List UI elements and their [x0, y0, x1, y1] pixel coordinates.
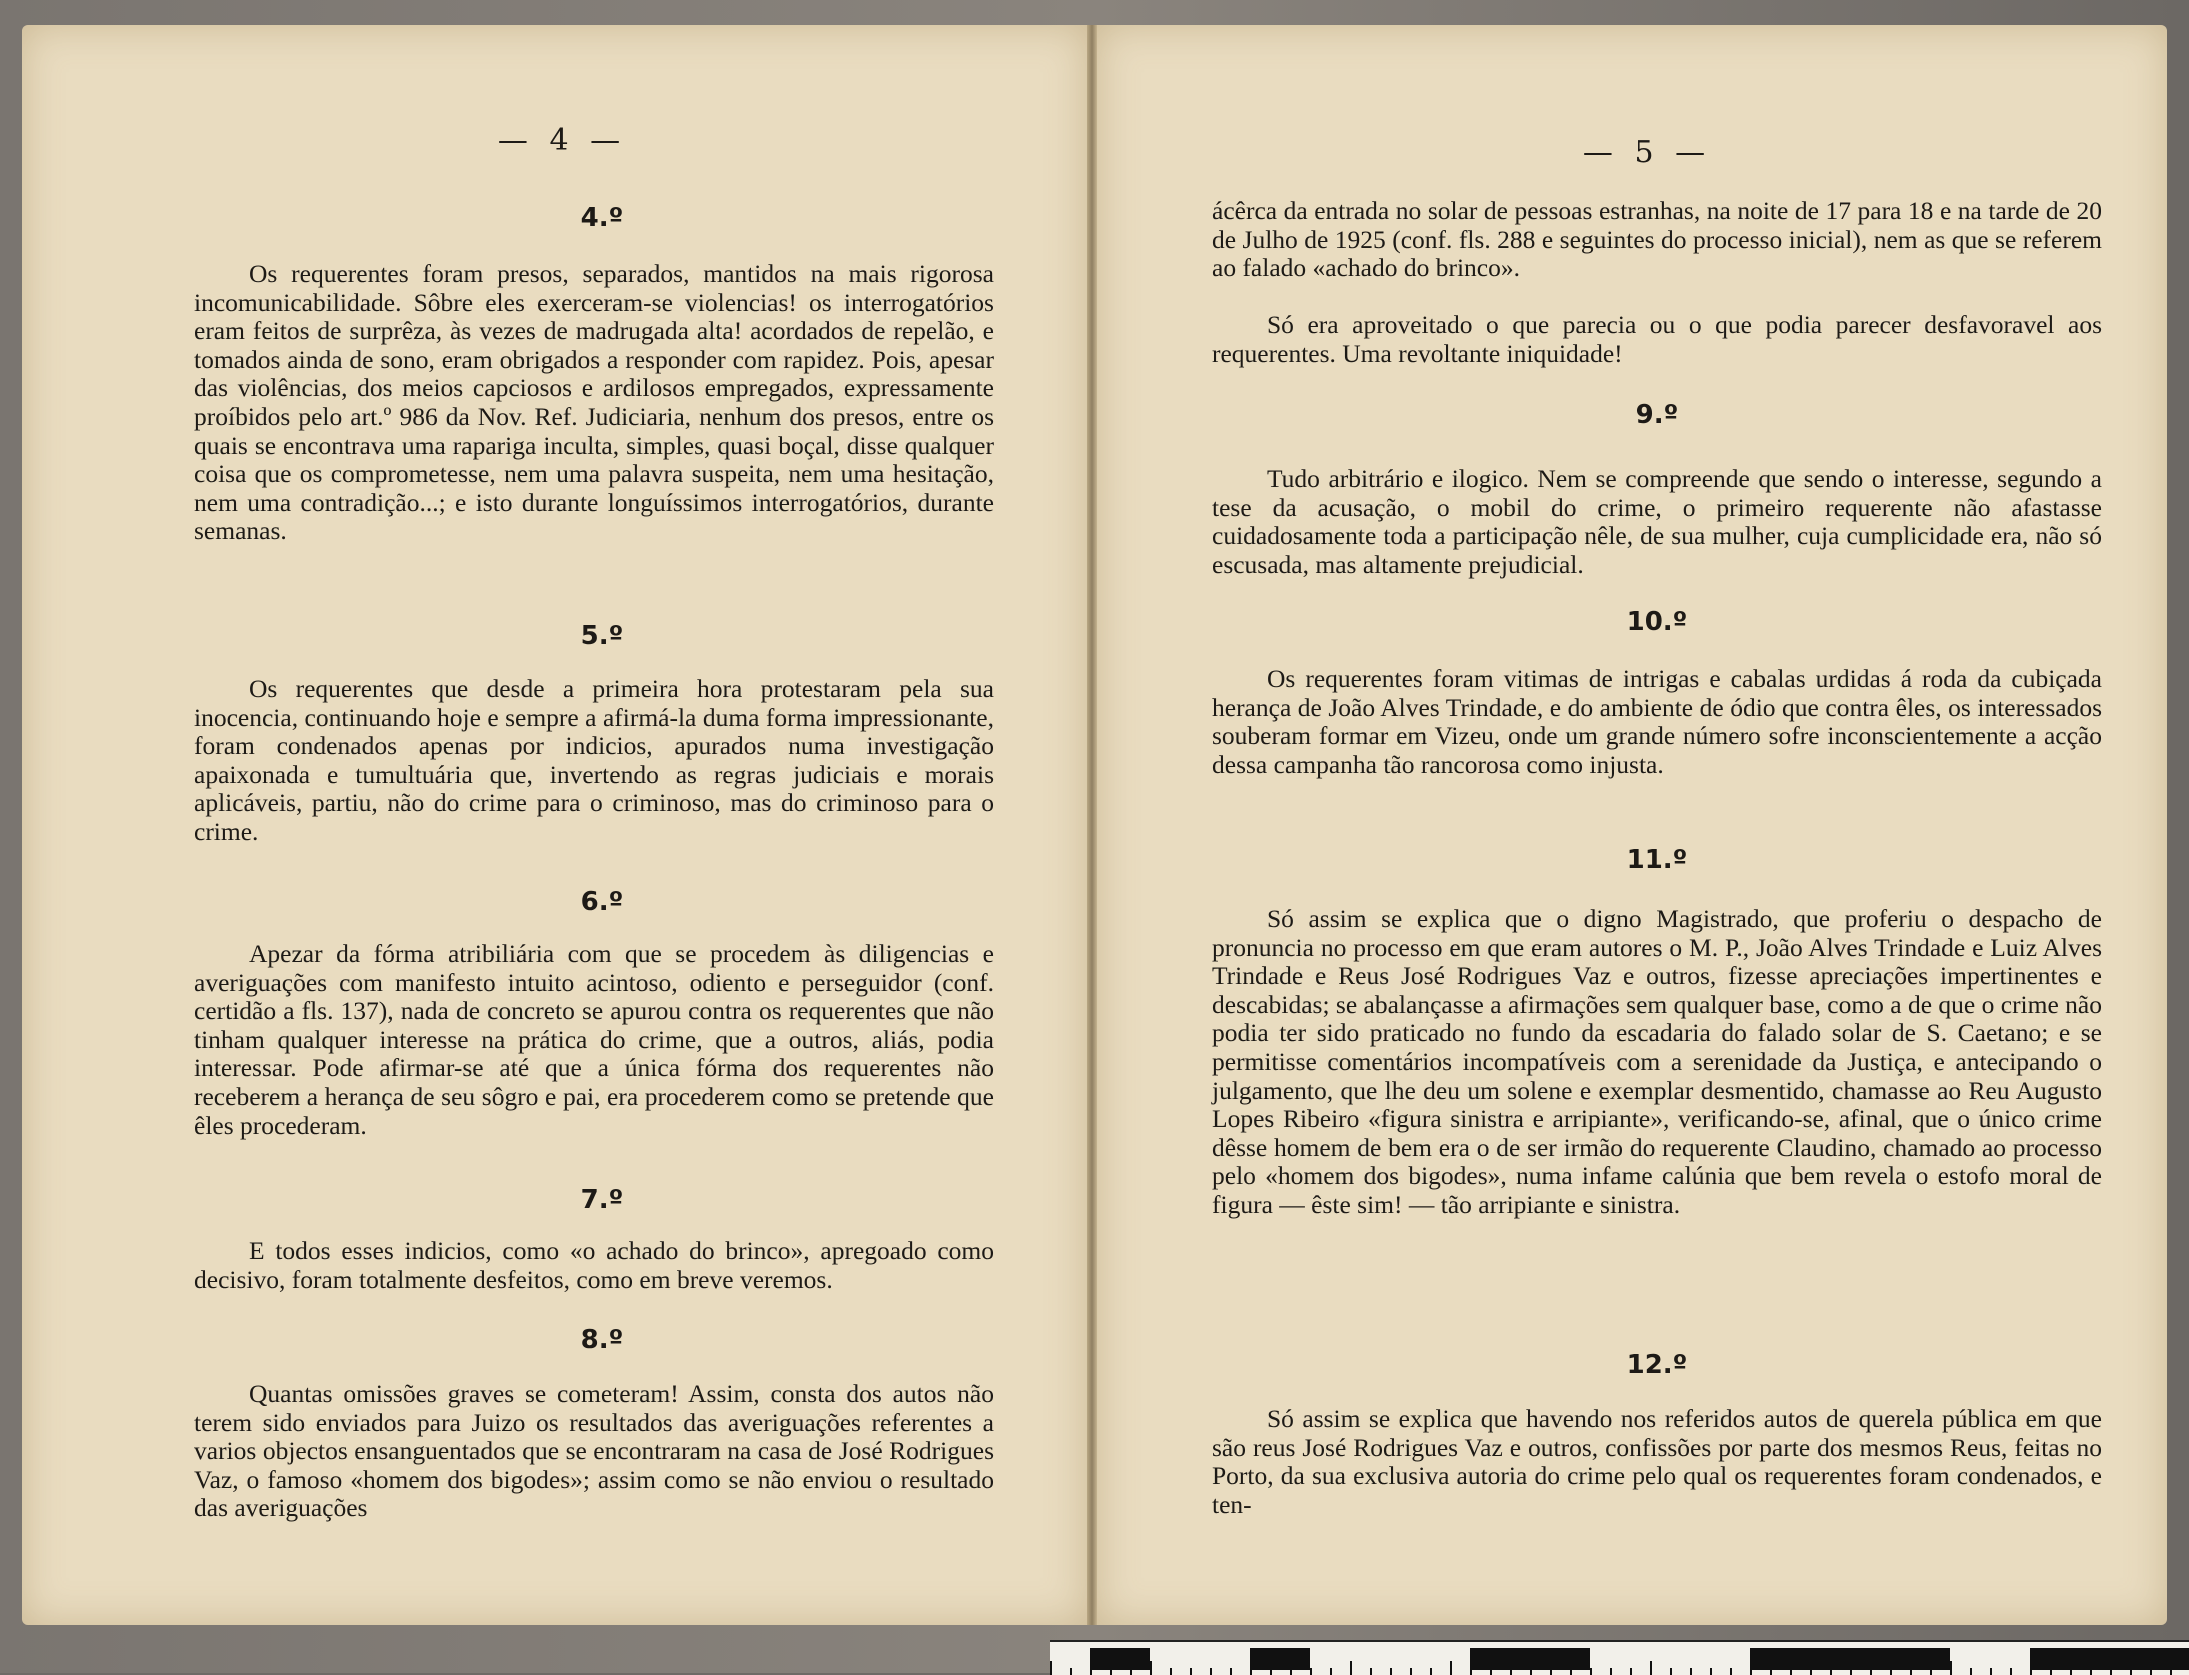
section-paragraph: Só assim se explica que havendo nos referidos autos de querela pública em que são reus José Rodrigues Vaz e outros, confissões por parte dos mesmos Reus, feitas no Porto, da sua exclusiva autoria do crime pelo qual os requerentes foram condenados, e ten-: [1212, 1404, 2102, 1519]
ruler-tick: [1290, 1668, 1292, 1675]
section-heading: 7.º: [580, 1185, 624, 1215]
ruler-tick: [1730, 1668, 1732, 1675]
book-gutter: [1087, 25, 1097, 1625]
ruler-tick: [1170, 1668, 1172, 1675]
ruler-tick: [1790, 1668, 1792, 1675]
section-heading: 8.º: [580, 1325, 624, 1355]
ruler-tick: [1090, 1668, 1092, 1675]
section-paragraph: Só assim se explica que o digno Magistrado, que proferiu o despacho de pronuncia no processo em que eram autores o M. P., João Alves Trindade e Luiz Alves Trindade e Reus José Rodrigues Vaz e outros, fizesse apreciações impertinentes e descabidas; se abalançasse a afirmações sem qualquer base, como a de que o crime não podia ter sido praticado no fundo da escadaria do falado solar de S. Caetano; e se permitisse comentários incompatíveis com a serenidade da Justiça, e antecipando o julgamento, que lhe deu um solene e exemplar desmentido, chamasse ao Reu Augusto Lopes Ribeiro «figura sinistra e arripiante», verificando-se, afinal, que o único crime dêsse homem de bem era o de ser irmão do requerente Claudino, chamado ao processo pelo «homem dos bigodes», numa infame calúnia que bem revela o estofo moral de figura — êste sim! — tão arripiante e sinistra.: [1212, 904, 2102, 1219]
ruler-tick: [2090, 1668, 2092, 1675]
ruler-tick: [1930, 1668, 1932, 1675]
ruler-tick: [1510, 1668, 1512, 1675]
section-heading: 5.º: [580, 621, 624, 651]
ruler-tick: [1690, 1668, 1692, 1675]
ruler-tick: [1830, 1668, 1832, 1675]
ruler-tick: [2030, 1668, 2032, 1675]
ruler-tick: [2110, 1668, 2112, 1675]
ruler-tick: [2170, 1668, 2172, 1675]
section-heading: 10.º: [1626, 607, 1688, 637]
ruler-tick: [1130, 1668, 1132, 1675]
ruler-tick: [1870, 1668, 1872, 1675]
ruler-tick: [1490, 1668, 1492, 1675]
section-paragraph: Tudo arbitrário e ilogico. Nem se compreende que sendo o interesse, segundo a tese da acusação, o mobil do crime, o primeiro requerente não afastasse cuidadosamente toda a participação nêle, de sua mulher, cuja cumplicidade era, não só escusada, mas altamente prejudicial.: [1212, 464, 2102, 579]
ruler-tick: [1970, 1668, 1972, 1675]
ruler-tick: [1630, 1668, 1632, 1675]
ruler-tick: [1910, 1668, 1912, 1675]
ruler-tick: [1470, 1668, 1472, 1675]
continuation-paragraph: ácêrca da entrada no solar de pessoas estranhas, na noite de 17 para 18 e na tarde de 20 de Julho de 1925 (conf. fls. 288 e seguintes do processo inicial), nem as que se referem ao falado «achado do brinco».: [1212, 196, 2102, 283]
ruler-tick: [1590, 1668, 1592, 1675]
ruler-tick: [1670, 1668, 1672, 1675]
ruler-tick: [1370, 1668, 1372, 1675]
ruler-block: [2030, 1648, 2189, 1670]
ruler-tick: [1210, 1668, 1212, 1675]
ruler-block: [1090, 1648, 1150, 1670]
ruler-tick: [1610, 1668, 1612, 1675]
left-page: [22, 25, 1087, 1625]
ruler-tick: [1890, 1668, 1892, 1675]
section-paragraph: Quantas omissões graves se cometeram! Assim, consta dos autos não terem sido enviados para Juizo os resultados das averiguações referentes a varios objectos ensanguentados que se encontraram na casa de José Rodrigues Vaz, o famoso «homem dos bigodes»; assim como se não enviou o resultado das averiguações: [194, 1379, 994, 1523]
ruler-tick: [1770, 1668, 1772, 1675]
ruler-tick: [1330, 1668, 1332, 1675]
section-heading: 12.º: [1626, 1350, 1688, 1380]
ruler-tick: [1270, 1668, 1272, 1675]
ruler-tick: [1990, 1668, 1992, 1675]
section-paragraph: Os requerentes foram vitimas de intrigas e cabalas urdidas á roda da cubiçada herança de João Alves Trindade, e do ambiente de ódio que contra êles, os interessados souberam formar em Vizeu, onde um grande número sofre inconscientemente a acção dessa campanha tão rancorosa como injusta.: [1212, 664, 2102, 779]
scale-ruler: [1050, 1640, 2189, 1675]
ruler-tick: [1310, 1668, 1312, 1675]
ruler-tick: [2130, 1668, 2132, 1675]
ruler-tick: [1410, 1668, 1412, 1675]
section-heading: 4.º: [580, 203, 624, 233]
ruler-tick: [1390, 1668, 1392, 1675]
ruler-tick: [1710, 1668, 1712, 1675]
section-heading: 11.º: [1626, 845, 1688, 875]
section-paragraph: E todos esses indicios, como «o achado do brinco», apregoado como decisivo, foram totalmente desfeitos, como em breve veremos.: [194, 1236, 994, 1294]
continuation-paragraph: Só era aproveitado o que parecia ou o que podia parecer desfavoravel aos requerentes. Uma revoltante iniquidade!: [1212, 310, 2102, 368]
section-paragraph: Os requerentes que desde a primeira hora protestaram pela sua inocencia, continuando hoje e sempre a afirmá-la duma forma impressionante, foram condenados apenas por indicios, apurados numa investigação apaixonada e tumultuária que, invertendo as regras judiciais e morais aplicáveis, partiu, não do crime para o criminoso, mas do criminoso para o crime.: [194, 674, 994, 846]
ruler-block: [1470, 1648, 1590, 1670]
ruler-tick: [1810, 1668, 1812, 1675]
section-paragraph: Apezar da fórma atribiliária com que se procedem às diligencias e averiguações com manifesto intuito acintoso, odiento e perseguidor (conf. certidão a fls. 137), nada de concreto se apurou contra os requerentes que não tinham qualquer interesse na prática do crime, que a outros, aliás, podia interessar. Pode afirmar-se até que a única fórma dos requerentes não receberem a herança de seu sôgro e pai, era procederem como se pretende que êles procederam.: [194, 939, 994, 1140]
ruler-block: [1250, 1648, 1310, 1670]
ruler-tick: [2070, 1668, 2072, 1675]
page-number: — 5 —: [1582, 135, 1712, 170]
ruler-tick: [1190, 1668, 1192, 1675]
ruler-tick: [1070, 1668, 1072, 1675]
ruler-tick: [1110, 1668, 1112, 1675]
ruler-tick: [1530, 1668, 1532, 1675]
page-number: — 4 —: [497, 123, 627, 158]
section-heading: 9.º: [1635, 400, 1679, 430]
ruler-tick: [1230, 1668, 1232, 1675]
right-page: [1097, 25, 2167, 1625]
section-paragraph: Os requerentes foram presos, separados, mantidos na mais rigorosa incomunicabilidade. Sôbre eles exerceram-se violencias! os interrogatórios eram feitos de surprêza, às vezes de madrugada alta! acordados de repelão, e tomados ainda de sono, eram obrigados a responder com rapidez. Pois, apesar das violências, dos meios capciosos e ardilosos empregados, expressamente proíbidos pelo art.º 986 da Nov. Ref. Judiciaria, nenhum dos presos, entre os quais se encontrava uma rapariga inculta, simples, quasi boçal, disse qualquer coisa que os comprometesse, nem uma palavra suspeita, nem uma hesitação, nem uma contradição...; e isto durante longuíssimos interrogatórios, durante semanas.: [194, 259, 994, 546]
ruler-tick: [2010, 1668, 2012, 1675]
ruler-tick: [1430, 1668, 1432, 1675]
ruler-tick: [1570, 1668, 1572, 1675]
section-heading: 6.º: [580, 887, 624, 917]
